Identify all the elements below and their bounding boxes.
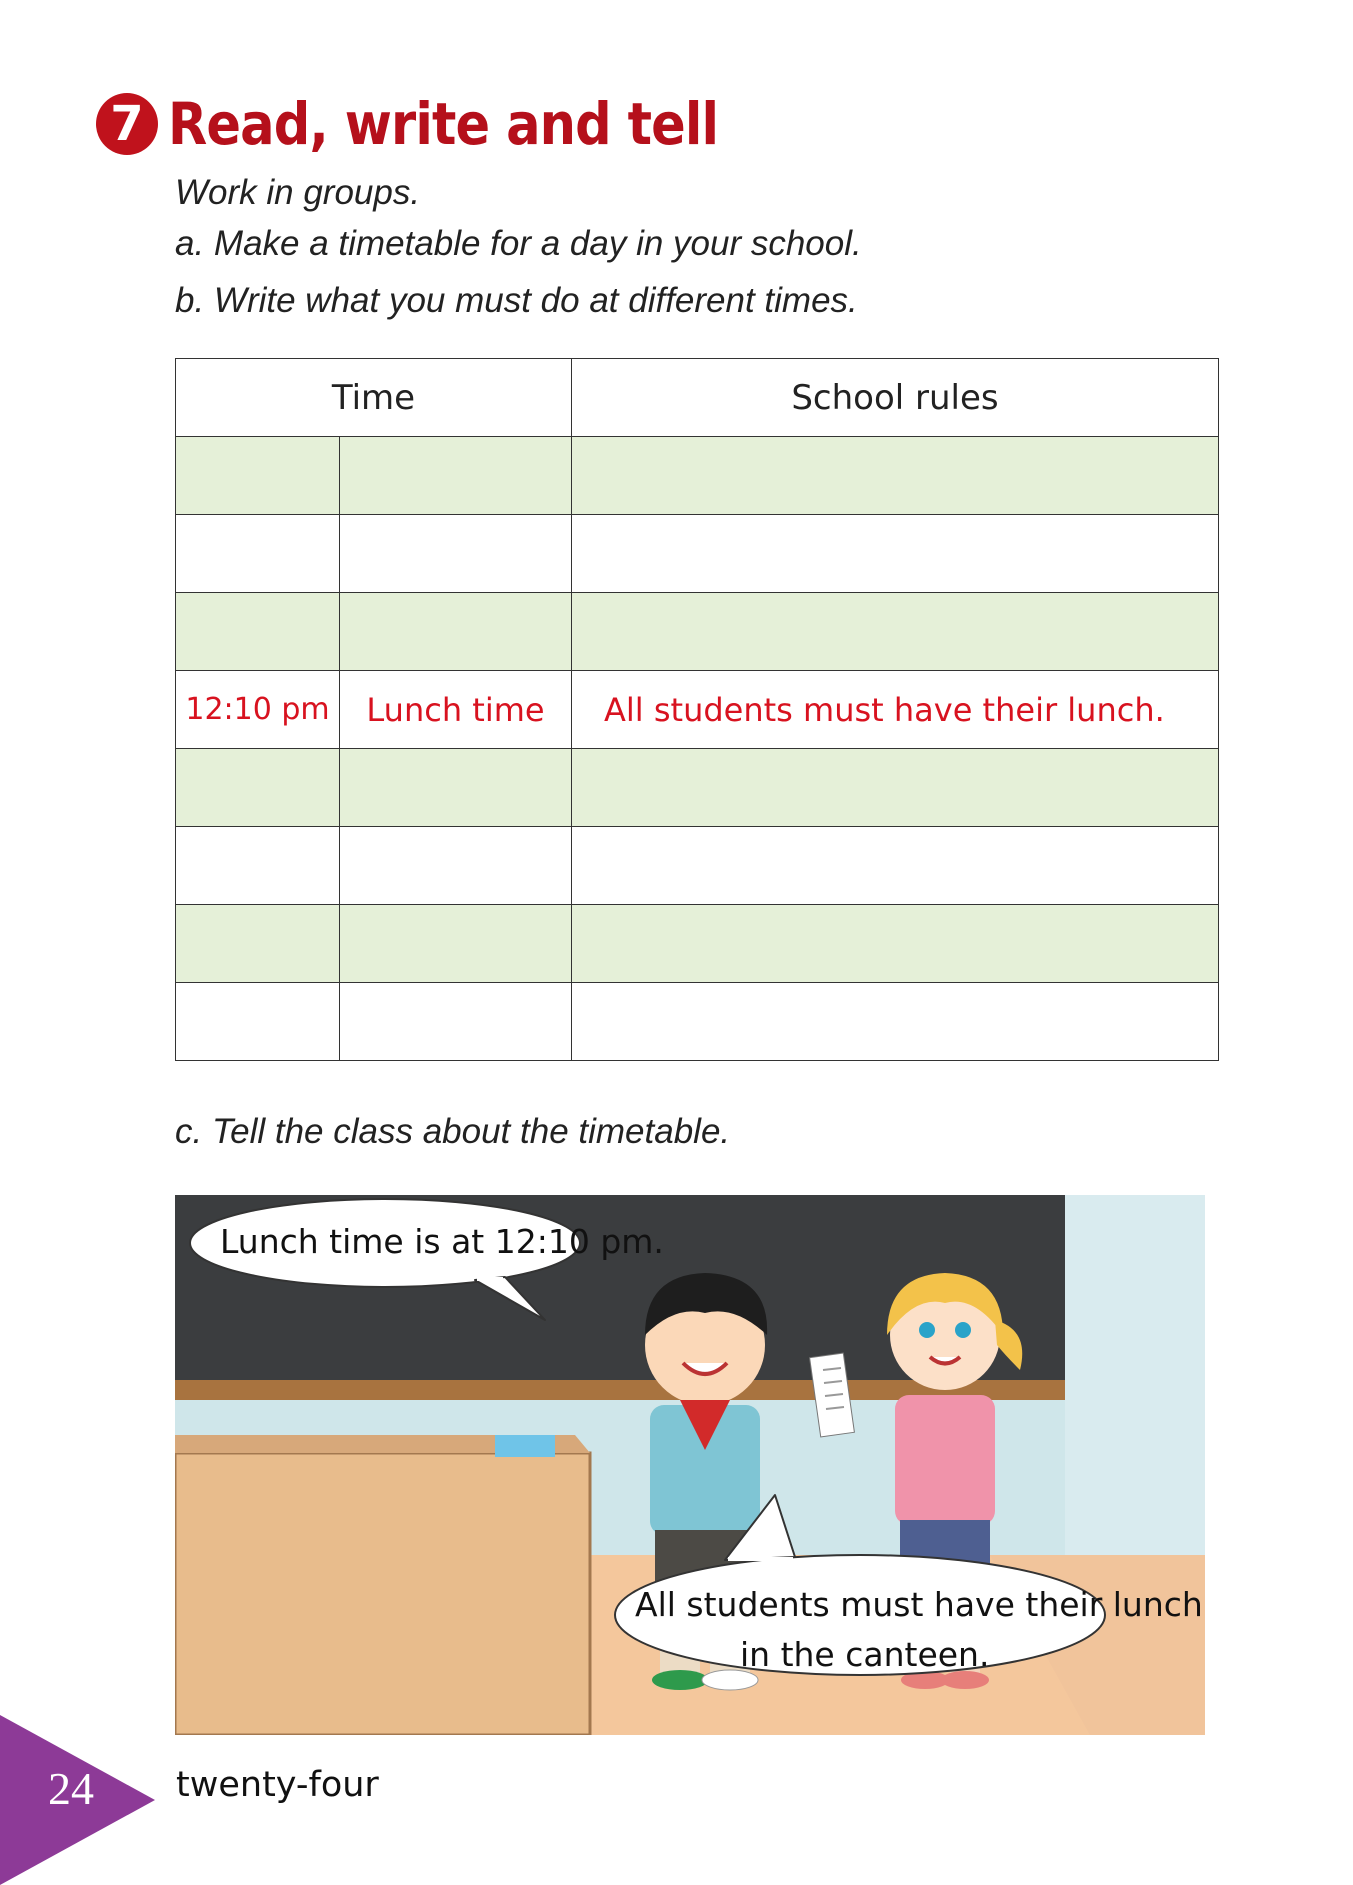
table-row xyxy=(176,827,1219,905)
table-row xyxy=(176,749,1219,827)
table-row xyxy=(176,905,1219,983)
boy-speech-text: Lunch time is at 12:10 pm. xyxy=(220,1222,664,1261)
girl-speech-text-line1: All students must have their lunch xyxy=(635,1585,1203,1624)
instruction-c: c. Tell the class about the timetable. xyxy=(175,1112,731,1151)
example-clock-time: 12:10 pm xyxy=(176,671,340,749)
page-number-words: twenty-four xyxy=(176,1765,379,1805)
example-activity: Lunch time xyxy=(340,671,572,749)
instruction-intro: Work in groups. xyxy=(175,173,421,212)
example-row xyxy=(176,671,1219,749)
girl-speech-text-line2: in the canteen. xyxy=(740,1635,990,1674)
example-rule: All students must have their lunch. xyxy=(572,671,1219,749)
table-row xyxy=(176,593,1219,671)
header-school-rules: School rules xyxy=(572,359,1219,437)
exercise-number-badge: 7 xyxy=(96,93,158,155)
page-number: 24 xyxy=(48,1763,94,1814)
table-row xyxy=(176,437,1219,515)
classroom-illustration xyxy=(175,1195,1205,1735)
header-time: Time xyxy=(176,359,572,437)
table-row xyxy=(176,515,1219,593)
exercise-title: Read, write and tell xyxy=(168,90,719,158)
classroom-scene-art xyxy=(175,1195,1205,1735)
exercise-heading xyxy=(96,88,793,160)
instruction-a: a. Make a timetable for a day in your school. xyxy=(175,224,862,263)
instruction-b: b. Write what you must do at different times. xyxy=(175,281,858,320)
table-row xyxy=(176,983,1219,1061)
timetable xyxy=(175,358,1219,1061)
